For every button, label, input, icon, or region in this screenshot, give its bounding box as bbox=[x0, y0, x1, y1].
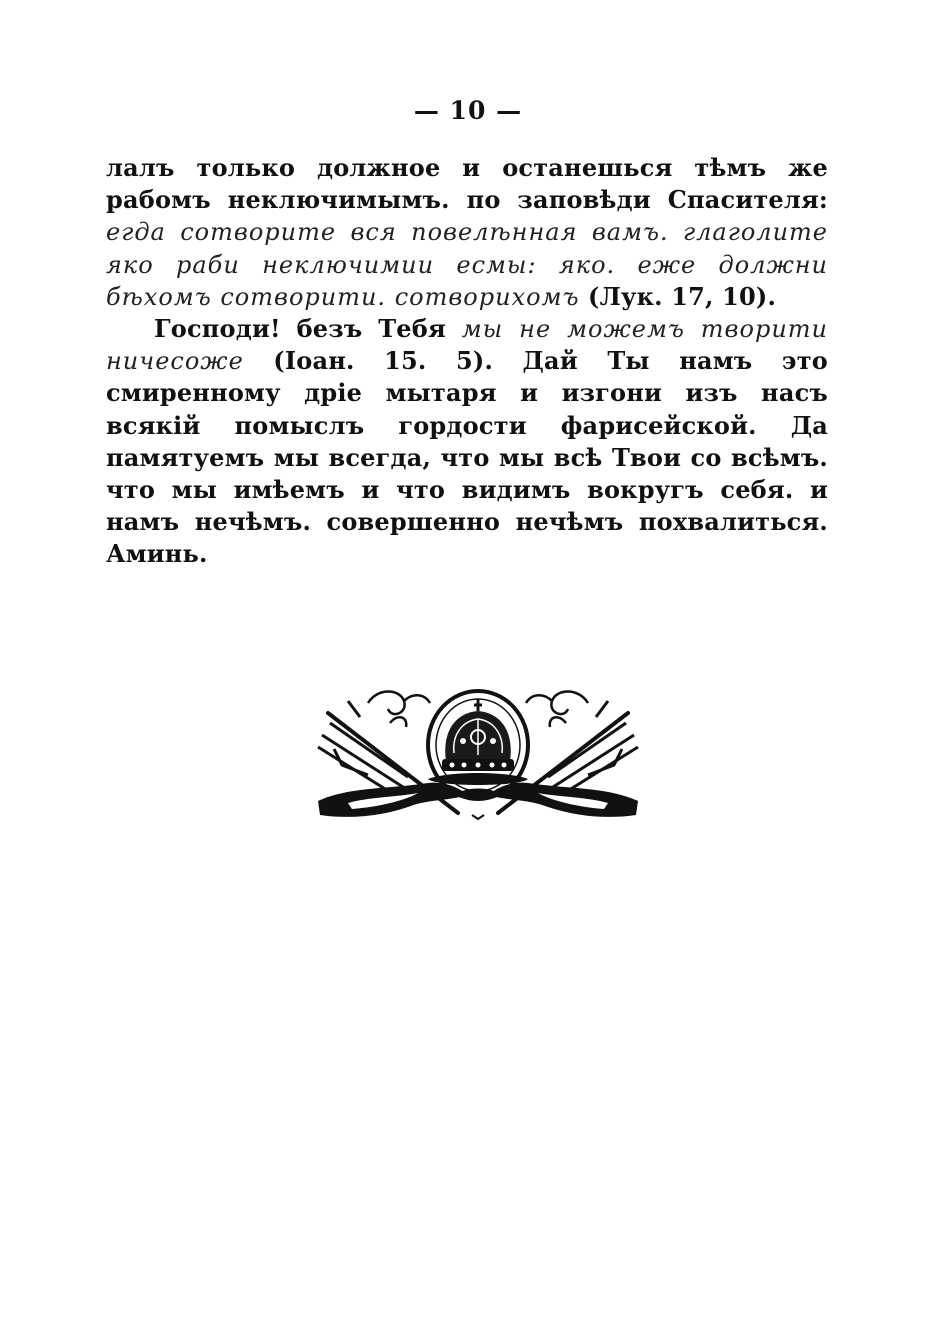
body-text bbox=[106, 152, 828, 571]
crown-with-crossed-banners-vignette-icon bbox=[308, 683, 648, 828]
paragraph-1-scripture-quote: егда сотворите вся повелѣнная вамъ. глаголите яко раби неключимии есмы: яко. еже должни бѣхомъ сотворити. сотворихомъ bbox=[106, 218, 828, 311]
paragraph-2-scripture-quote: мы не можемъ творити ничесоже bbox=[106, 315, 828, 376]
paragraph-1-text-a: лалъ только должное и останешься тѣмъ же рабомъ неключимымъ. по заповѣди Спасителя: bbox=[106, 153, 828, 215]
paragraph-1-text-b: (Лук. 17, 10). bbox=[579, 281, 777, 311]
paragraph-2 bbox=[106, 313, 828, 571]
page-number: — 10 — bbox=[413, 96, 523, 125]
paragraph-2-text-a: Господи! безъ Тебя bbox=[154, 314, 462, 344]
paragraph-1 bbox=[106, 152, 828, 313]
paragraph-2-text-b: (Іоан. 15. 5). Дай Ты намъ это смиренному дріе мытаря и изгони изъ насъ всякій помыслъ гордости фарисейской. Да памятуемъ мы всегда, что мы всѣ Твои со всѣмъ. что мы имѣемъ и что видимъ вокругъ себя. и намъ нечѣмъ. совершенно нечѣмъ похвалиться. Аминь. bbox=[106, 346, 828, 569]
